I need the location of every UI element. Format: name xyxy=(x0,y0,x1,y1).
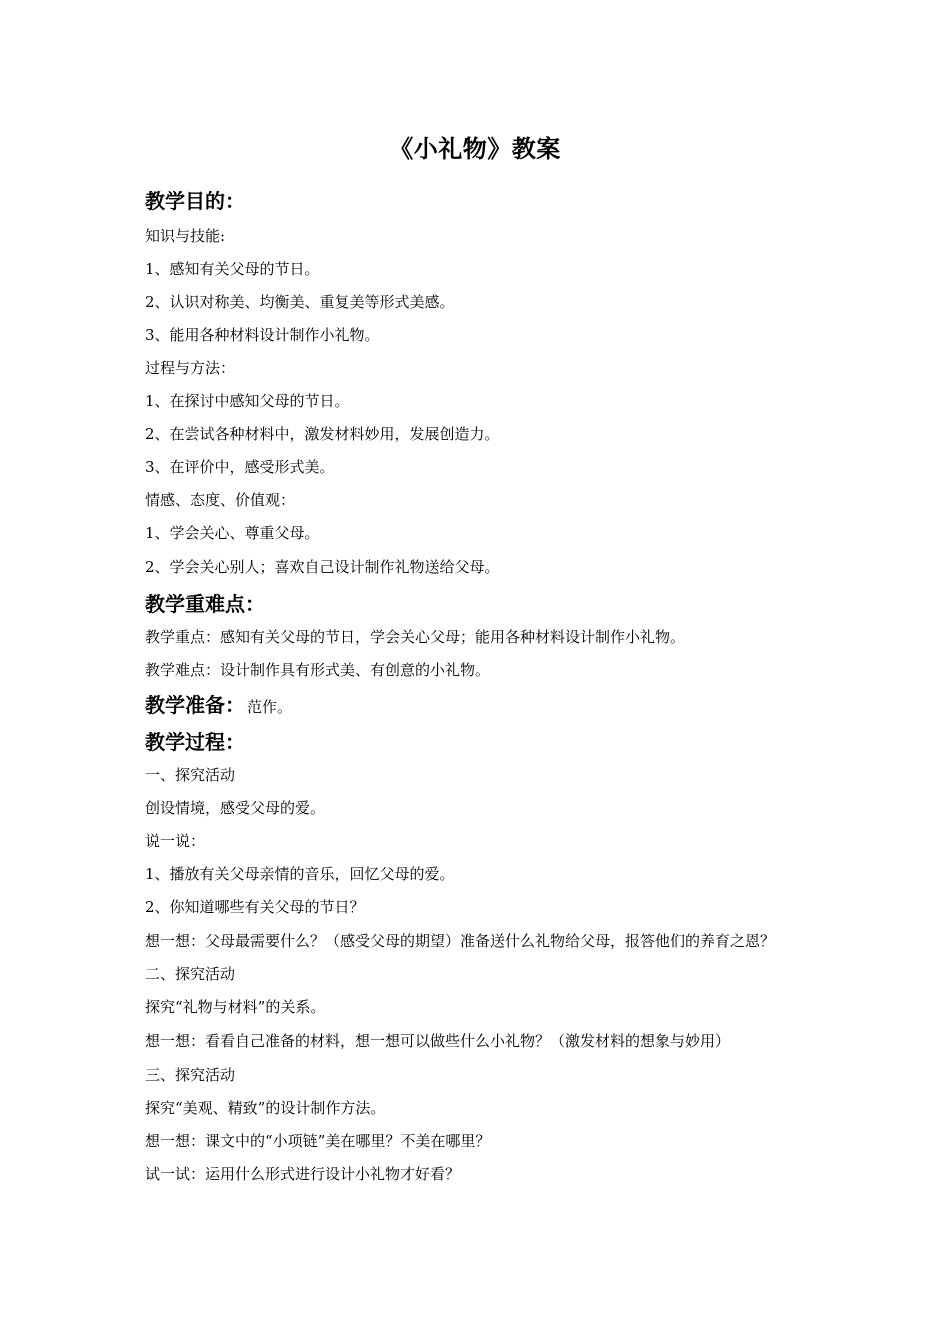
process-line: 创设情境，感受父母的爱。 xyxy=(145,799,326,817)
process-line: 二、探究活动 xyxy=(145,965,236,983)
process-line: 探究“美观、精致”的设计制作方法。 xyxy=(145,1099,386,1117)
objectives-line: 2、学会关心别人；喜欢自己设计制作礼物送给父母。 xyxy=(145,558,500,576)
objectives-line: 1、感知有关父母的节日。 xyxy=(145,260,320,278)
heading-preparation xyxy=(145,691,292,721)
page-title: 《小礼物》教案 xyxy=(389,135,561,163)
preparation-label: 教学准备： xyxy=(145,693,245,717)
process-line: 想一想：课文中的“小项链”美在哪里？不美在哪里？ xyxy=(145,1132,491,1150)
heading-objectives: 教学目的： xyxy=(145,189,245,213)
keypoints-line: 教学重点：感知有关父母的节日，学会关心父母；能用各种材料设计制作小礼物。 xyxy=(145,628,686,646)
objectives-line: 2、在尝试各种材料中，激发材料妙用，发展创造力。 xyxy=(145,425,500,443)
heading-keypoints: 教学重难点： xyxy=(145,592,265,616)
heading-process: 教学过程： xyxy=(145,730,245,754)
objectives-line: 1、在探讨中感知父母的节日。 xyxy=(145,392,350,410)
process-line: 三、探究活动 xyxy=(145,1066,236,1084)
keypoints-line: 教学难点：设计制作具有形式美、有创意的小礼物。 xyxy=(145,661,491,679)
process-line: 一、探究活动 xyxy=(145,766,236,784)
process-line: 想一想：看看自己准备的材料，想一想可以做些什么小礼物？（激发材料的想象与妙用） xyxy=(145,1032,731,1050)
process-line: 探究“礼物与材料”的关系。 xyxy=(145,998,326,1016)
objectives-line: 情感、态度、价值观： xyxy=(145,491,296,509)
process-line: 试一试：运用什么形式进行设计小礼物才好看？ xyxy=(145,1165,461,1183)
process-line: 想一想：父母最需要什么？（感受父母的期望）准备送什么礼物给父母，报答他们的养育之恩？ xyxy=(145,932,776,950)
process-line: 1、播放有关父母亲情的音乐，回忆父母的爱。 xyxy=(145,865,455,883)
objectives-line: 3、能用各种材料设计制作小礼物。 xyxy=(145,326,380,344)
process-line: 2、你知道哪些有关父母的节日？ xyxy=(145,898,365,916)
objectives-line: 知识与技能: xyxy=(145,227,226,245)
objectives-line: 过程与方法： xyxy=(145,359,236,377)
preparation-text: 范作。 xyxy=(247,698,293,716)
objectives-line: 2、认识对称美、均衡美、重复美等形式美感。 xyxy=(145,293,455,311)
process-line: 说一说： xyxy=(145,832,206,850)
objectives-line: 1、学会关心、尊重父母。 xyxy=(145,524,320,542)
objectives-line: 3、在评价中，感受形式美。 xyxy=(145,458,335,476)
